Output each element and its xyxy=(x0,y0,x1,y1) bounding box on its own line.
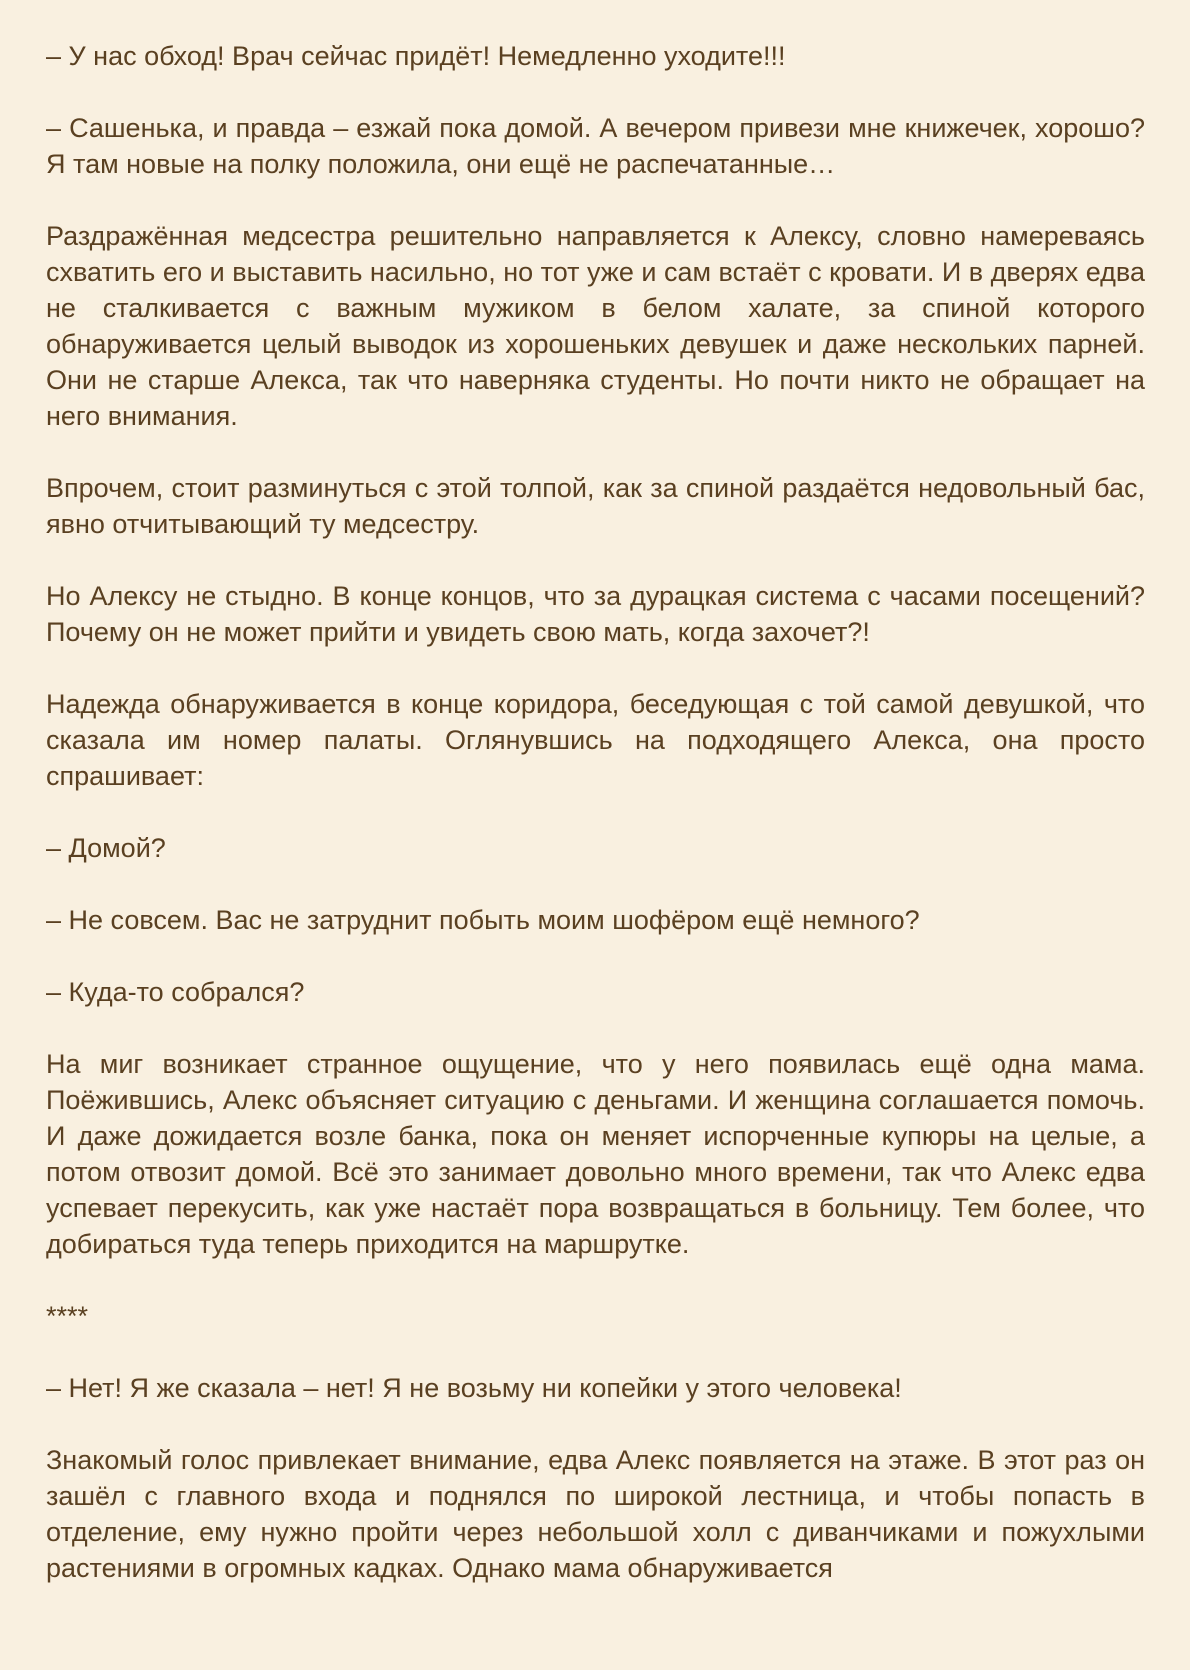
paragraph-6: Надежда обнаруживается в конце коридора, беседующая с той самой девушкой, что сказала им номер палаты. Оглянувшись на подходящего Алекса, она просто спрашивает: xyxy=(46,689,1145,791)
paragraph-12: Знакомый голос привлекает внимание, едва Алекс появляется на этаже. В этот раз он зашёл с главного входа и поднялся по широкой лестница, и чтобы попасть в отделение, ему нужно пройти через небольшой холл с диванчиками и пожухлыми растениями в огромных кадках. Однако мама обнаруживается xyxy=(46,1445,1145,1583)
section-separator: **** xyxy=(46,1301,89,1331)
paragraph-1: – У нас обход! Врач сейчас придёт! Немедленно уходите!!! xyxy=(46,41,786,71)
paragraph-10: На миг возникает странное ощущение, что у него появилась ещё одна мама. Поёжившись, Алекс объясняет ситуацию с деньгами. И женщина соглашается помочь. И даже дожидается возле банка, пока он меняет испорченные купюры на целые, а потом отвозит домой. Всё это занимает довольно много времени, так что Алекс едва успевает перекусить, как уже настаёт пора возвращаться в больницу. Тем более, что добираться туда теперь приходится на маршрутке. xyxy=(46,1049,1145,1259)
paragraph-7: – Домой? xyxy=(46,833,166,863)
paragraph-11: – Нет! Я же сказала – нет! Я не возьму ни копейки у этого человека! xyxy=(46,1373,902,1403)
paragraph-5: Но Алексу не стыдно. В конце концов, что за дурацкая система с часами посещений? Почему он не может прийти и увидеть свою мать, когда захочет?! xyxy=(46,581,1145,647)
paragraph-8: – Не совсем. Вас не затруднит побыть моим шофёром ещё немного? xyxy=(46,905,920,935)
paragraph-2: – Сашенька, и правда – езжай пока домой. А вечером привези мне книжечек, хорошо? Я там новые на полку положила, они ещё не распечатанные… xyxy=(46,113,1145,179)
paragraph-9: – Куда-то собрался? xyxy=(46,977,305,1007)
paragraph-3: Раздражённая медсестра решительно направляется к Алексу, словно намереваясь схватить его и выставить насильно, но тот уже и сам встаёт с кровати. И в дверях едва не сталкивается с важным мужиком в белом халате, за спиной которого обнаруживается целый выводок из хорошеньких девушек и даже нескольких парней. Они не старше Алекса, так что наверняка студенты. Но почти никто не обращает на него внимания. xyxy=(46,221,1145,431)
paragraph-4: Впрочем, стоит разминуться с этой толпой, как за спиной раздаётся недовольный бас, явно отчитывающий ту медсестру. xyxy=(46,473,1145,539)
